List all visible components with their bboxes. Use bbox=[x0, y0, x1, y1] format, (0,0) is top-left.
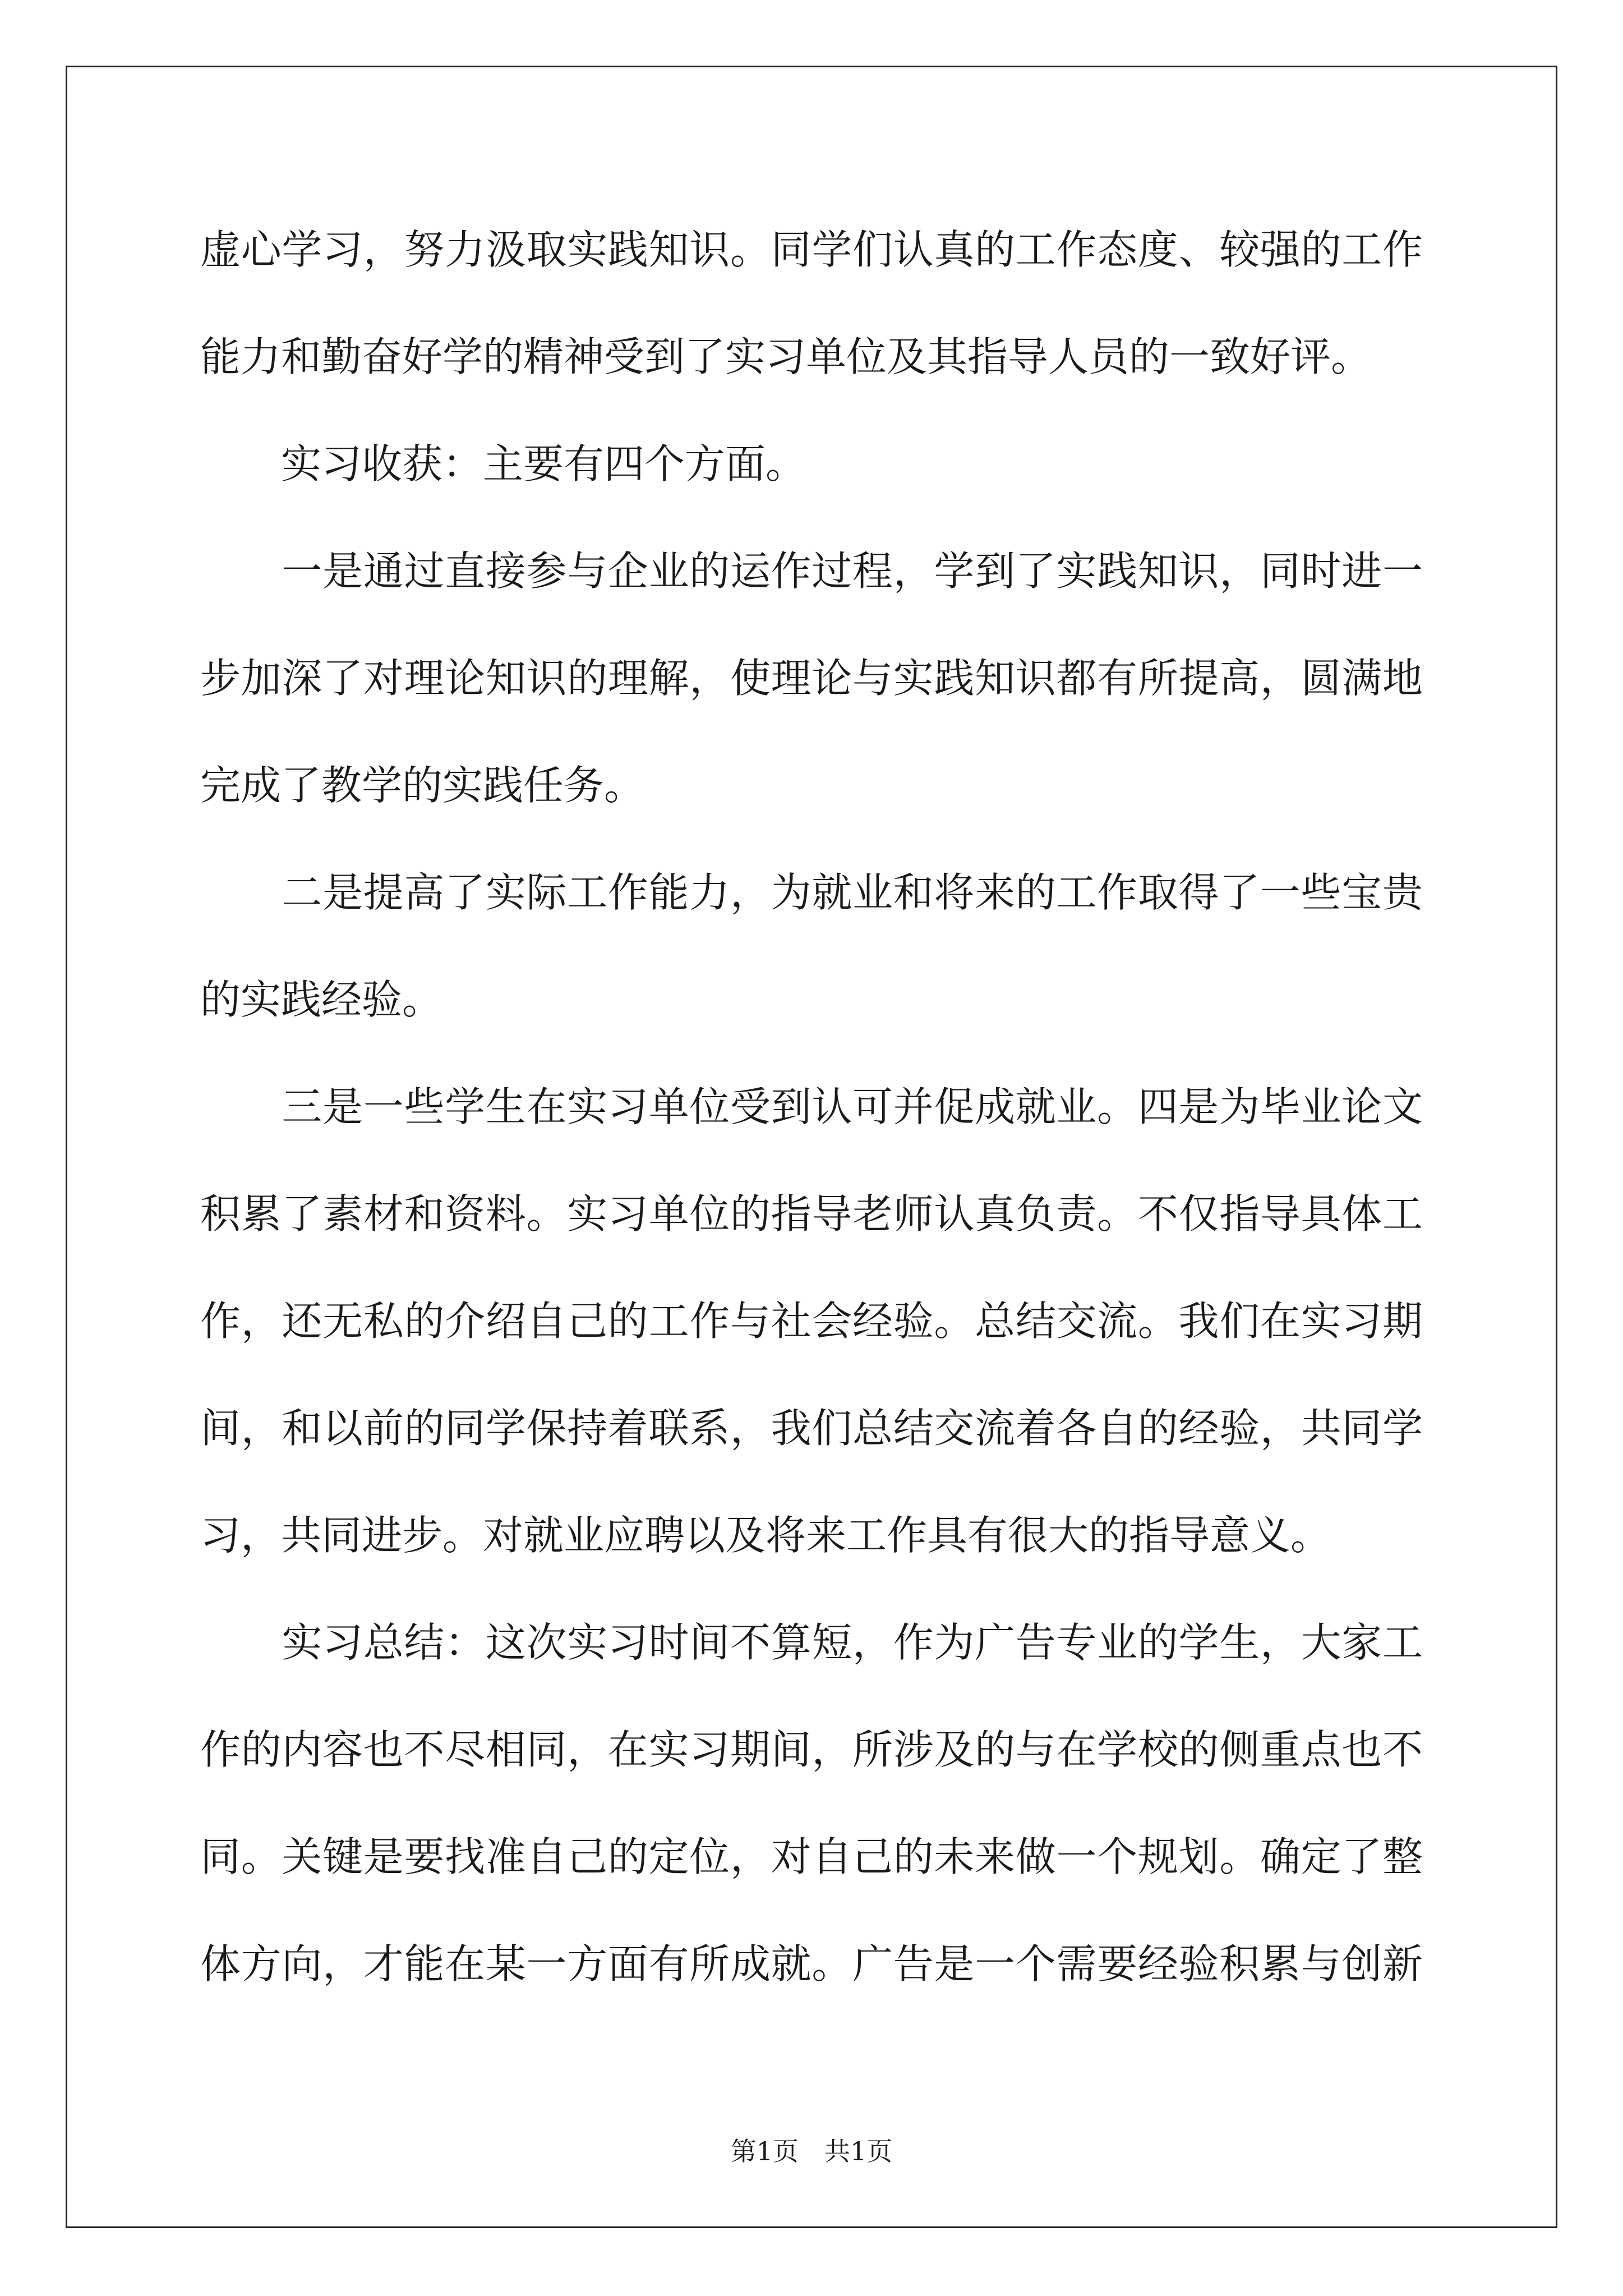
text-line: 间，和以前的同学保持着联系，我们总结交流着各自的经验，共同学 bbox=[200, 1405, 1423, 1452]
text-line: 二是提高了实际工作能力，为就业和将来的工作取得了一些宝贵 bbox=[200, 869, 1423, 916]
text-line: 完成了教学的实践任务。 bbox=[200, 762, 645, 809]
text-line: 实习总结：这次实习时间不算短，作为广告专业的学生，大家工 bbox=[200, 1619, 1423, 1666]
page-number: 第1页 bbox=[730, 2136, 799, 2166]
text-line: 作的内容也不尽相同，在实习期间，所涉及的与在学校的侧重点也不 bbox=[200, 1726, 1423, 1773]
text-line: 一是通过直接参与企业的运作过程，学到了实践知识，同时进一 bbox=[200, 547, 1423, 595]
page-footer bbox=[0, 2134, 1623, 2168]
text-line: 积累了素材和资料。实习单位的指导老师认真负责。不仅指导具体工 bbox=[200, 1190, 1423, 1237]
text-line: 作，还无私的介绍自己的工作与社会经验。总结交流。我们在实习期 bbox=[200, 1297, 1423, 1345]
text-line: 虚心学习，努力汲取实践知识。同学们认真的工作态度、较强的工作 bbox=[200, 226, 1423, 273]
text-line: 步加深了对理论知识的理解，使理论与实践知识都有所提高，圆满地 bbox=[200, 655, 1423, 702]
text-line: 的实践经验。 bbox=[200, 976, 443, 1023]
page-total: 共1页 bbox=[824, 2136, 893, 2166]
text-line: 同。关键是要找准自己的定位，对自己的未来做一个规划。确定了整 bbox=[200, 1833, 1423, 1880]
text-line: 习，共同进步。对就业应聘以及将来工作具有很大的指导意义。 bbox=[200, 1512, 1331, 1559]
text-line: 体方向，才能在某一方面有所成就。广告是一个需要经验积累与创新 bbox=[200, 1940, 1423, 1987]
text-line: 实习收获：主要有四个方面。 bbox=[200, 440, 806, 487]
text-line: 三是一些学生在实习单位受到认可并促成就业。四是为毕业论文 bbox=[200, 1083, 1423, 1130]
text-line: 能力和勤奋好学的精神受到了实习单位及其指导人员的一致好评。 bbox=[200, 333, 1372, 380]
document-body bbox=[200, 216, 1423, 2037]
